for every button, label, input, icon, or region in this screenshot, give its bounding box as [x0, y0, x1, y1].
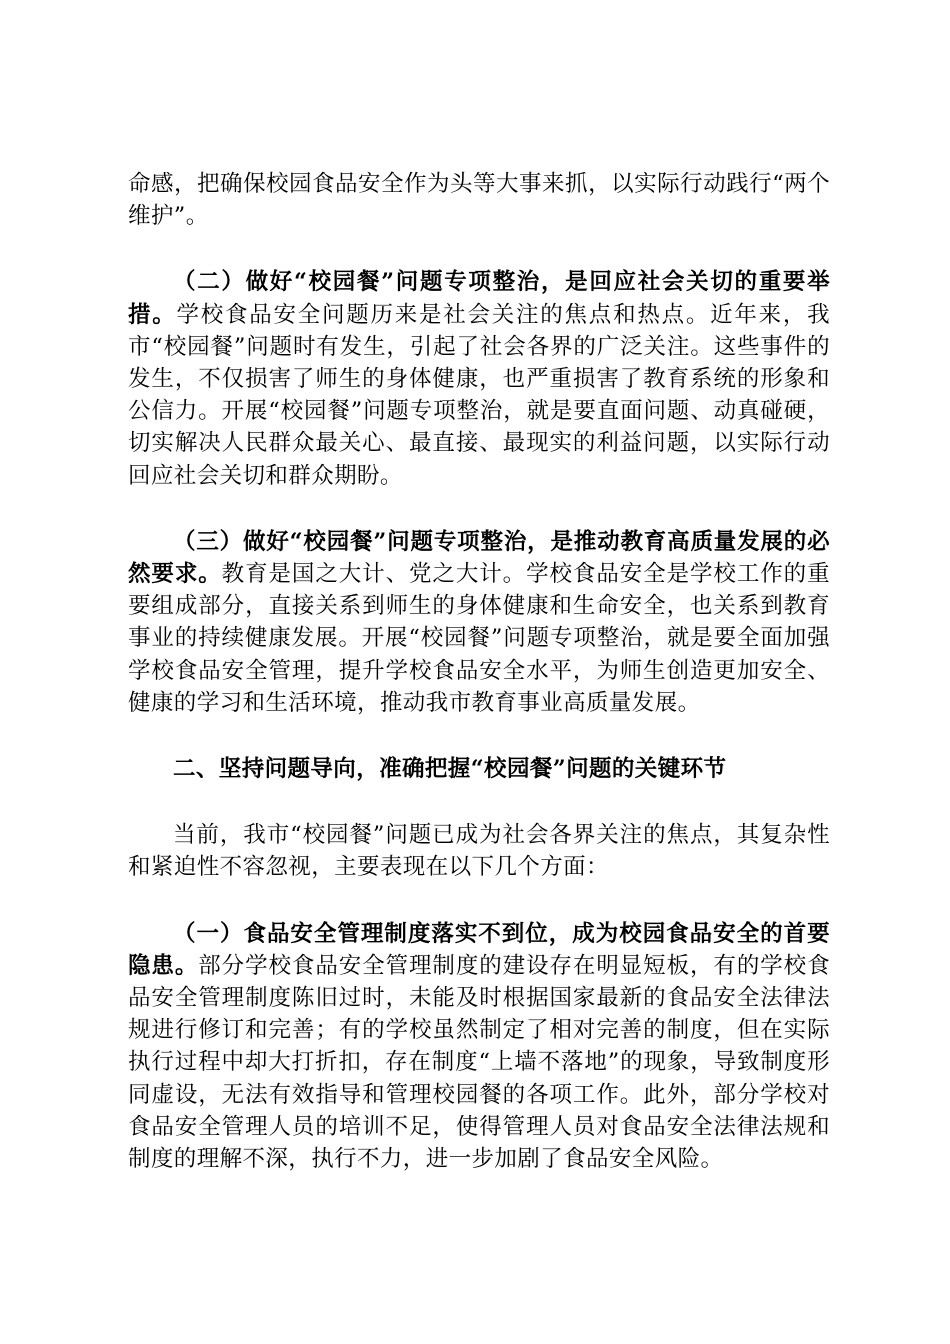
chapter-title: 二、坚持问题导向，准确把握“校园餐”问题的关键环节 — [173, 756, 727, 783]
paragraph-continuation — [128, 168, 830, 232]
chapter-heading — [128, 753, 830, 785]
paragraph-text: 命感，把确保校园食品安全作为头等大事来抓，以实际行动践行“两个维护”。 — [128, 171, 830, 230]
section-heading: （一）食品安全管理制度落实不到位，成为校园食品安全的首要隐患。 — [128, 920, 830, 979]
paragraph-intro — [128, 819, 830, 883]
paragraph-section-2 — [128, 266, 830, 491]
document-page — [128, 168, 830, 1175]
paragraph-text: 部分学校食品安全管理制度的建设存在明显短板，有的学校食品安全管理制度陈旧过时，未能及时根据国家最新的食品安全法律法规进行修订和完善；有的学校虽然制定了相对完善的制度，但在实际执行过程中却大打折扣，存在制度“上墙不落地”的现象，导致制度形同虚设，无法有效指导和管理校园餐的各项工作。此外，部分学校对食品安全管理人员的培训不足，使得管理人员对食品安全法律法规和制度的理解不深，执行不力，进一步加剧了食品安全风险。 — [128, 952, 831, 1173]
section-heading: （三）做好“校园餐”问题专项整治，是推动教育高质量发展的必然要求。 — [128, 528, 830, 588]
paragraph-text: 当前，我市“校园餐”问题已成为社会各界关注的焦点，其复杂性和紧迫性不容忽视，主要表现在以下几个方面： — [128, 822, 830, 881]
paragraph-subsection-1 — [128, 918, 830, 1176]
paragraph-text: 教育是国之大计、党之大计。学校食品安全是学校工作的重要组成部分，直接关系到师生的身体健康和生命安全，也关系到教育事业的持续健康发展。开展“校园餐”问题专项整治，就是要全面加强学校食品安全管理，提升学校食品安全水平，为师生创造更加安全、健康的学习和生活环境，推动我市教育事业高质量发展。 — [128, 561, 830, 716]
paragraph-text: 学校食品安全问题历来是社会关注的焦点和热点。近年来，我市“校园餐”问题时有发生，引起了社会各界的广泛关注。这些事件的发生，不仅损害了师生的身体健康，也严重损害了教育系统的形象和公信力。开展“校园餐”问题专项整治，就是要直面问题、动真碰硬，切实解决人民群众最关心、最直接、最现实的利益问题，以实际行动回应社会关切和群众期盼。 — [128, 301, 830, 489]
section-heading: （二）做好“校园餐”问题专项整治，是回应社会关切的重要举措。 — [128, 269, 830, 328]
paragraph-section-3 — [128, 526, 830, 719]
